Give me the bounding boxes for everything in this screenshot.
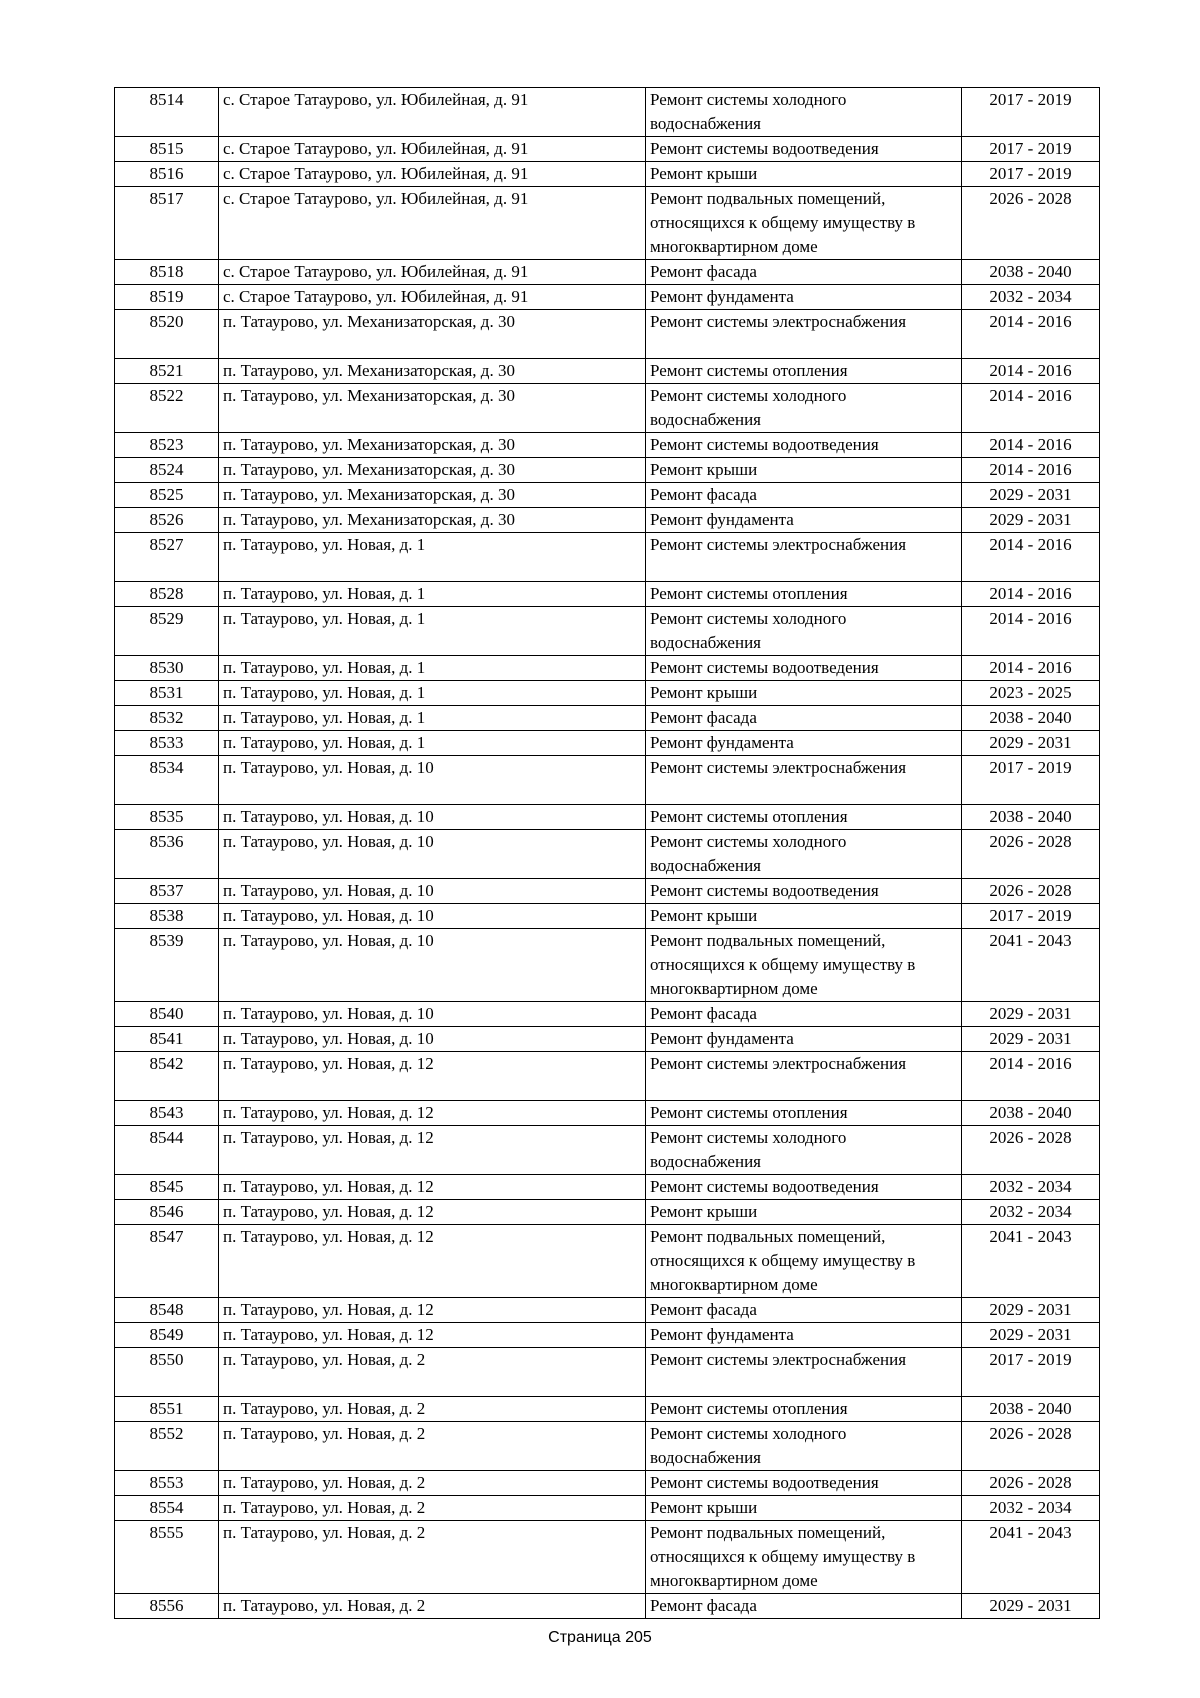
building-address: п. Татаурово, ул. Новая, д. 12	[219, 1298, 646, 1323]
repair-work-type: Ремонт фасада	[646, 483, 962, 508]
row-number: 8547	[115, 1225, 219, 1298]
row-number: 8516	[115, 162, 219, 187]
table-row	[115, 458, 1100, 483]
repair-work-type: Ремонт системы отопления	[646, 1101, 962, 1126]
repair-period: 2014 - 2016	[962, 458, 1100, 483]
repair-work-type: Ремонт системы холодного водоснабжения	[646, 384, 962, 433]
row-number: 8541	[115, 1027, 219, 1052]
building-address: п. Татаурово, ул. Новая, д. 1	[219, 607, 646, 656]
repair-period: 2023 - 2025	[962, 681, 1100, 706]
building-address: п. Татаурово, ул. Новая, д. 2	[219, 1348, 646, 1397]
table-row	[115, 1397, 1100, 1422]
table-row	[115, 1200, 1100, 1225]
repair-work-type: Ремонт системы электроснабжения	[646, 1348, 962, 1397]
repair-work-type: Ремонт фасада	[646, 1298, 962, 1323]
repair-period: 2026 - 2028	[962, 879, 1100, 904]
building-address: п. Татаурово, ул. Новая, д. 12	[219, 1200, 646, 1225]
repair-period: 2026 - 2028	[962, 830, 1100, 879]
repair-work-type: Ремонт системы холодного водоснабжения	[646, 607, 962, 656]
repair-period: 2029 - 2031	[962, 1298, 1100, 1323]
table-row	[115, 187, 1100, 260]
table-row	[115, 1052, 1100, 1101]
building-address: с. Старое Татаурово, ул. Юбилейная, д. 91	[219, 187, 646, 260]
repair-period: 2017 - 2019	[962, 904, 1100, 929]
row-number: 8549	[115, 1323, 219, 1348]
repair-work-type: Ремонт системы водоотведения	[646, 656, 962, 681]
table-row	[115, 1496, 1100, 1521]
row-number: 8532	[115, 706, 219, 731]
table-row	[115, 656, 1100, 681]
row-number: 8530	[115, 656, 219, 681]
repair-period: 2014 - 2016	[962, 359, 1100, 384]
building-address: п. Татаурово, ул. Новая, д. 1	[219, 656, 646, 681]
building-address: п. Татаурово, ул. Новая, д. 12	[219, 1175, 646, 1200]
table-row	[115, 1521, 1100, 1594]
repair-schedule-body	[115, 88, 1100, 1619]
repair-period: 2032 - 2034	[962, 1200, 1100, 1225]
building-address: с. Старое Татаурово, ул. Юбилейная, д. 91	[219, 285, 646, 310]
table-row	[115, 904, 1100, 929]
building-address: п. Татаурово, ул. Новая, д. 2	[219, 1397, 646, 1422]
table-row	[115, 1422, 1100, 1471]
building-address: п. Татаурово, ул. Механизаторская, д. 30	[219, 433, 646, 458]
row-number: 8546	[115, 1200, 219, 1225]
building-address: п. Татаурово, ул. Новая, д. 2	[219, 1496, 646, 1521]
row-number: 8535	[115, 805, 219, 830]
table-row	[115, 285, 1100, 310]
repair-work-type: Ремонт фундамента	[646, 731, 962, 756]
repair-work-type: Ремонт крыши	[646, 1200, 962, 1225]
building-address: п. Татаурово, ул. Новая, д. 10	[219, 830, 646, 879]
repair-period: 2014 - 2016	[962, 582, 1100, 607]
row-number: 8533	[115, 731, 219, 756]
building-address: п. Татаурово, ул. Механизаторская, д. 30	[219, 483, 646, 508]
repair-period: 2017 - 2019	[962, 162, 1100, 187]
repair-period: 2014 - 2016	[962, 433, 1100, 458]
building-address: п. Татаурово, ул. Механизаторская, д. 30	[219, 310, 646, 359]
repair-period: 2017 - 2019	[962, 1348, 1100, 1397]
building-address: п. Татаурово, ул. Новая, д. 12	[219, 1101, 646, 1126]
row-number: 8523	[115, 433, 219, 458]
page-number: Страница 205	[548, 1629, 652, 1646]
building-address: с. Старое Татаурово, ул. Юбилейная, д. 91	[219, 162, 646, 187]
row-number: 8550	[115, 1348, 219, 1397]
repair-work-type: Ремонт системы холодного водоснабжения	[646, 1126, 962, 1175]
building-address: п. Татаурово, ул. Новая, д. 10	[219, 929, 646, 1002]
row-number: 8526	[115, 508, 219, 533]
repair-work-type: Ремонт системы отопления	[646, 1397, 962, 1422]
row-number: 8528	[115, 582, 219, 607]
table-row	[115, 830, 1100, 879]
table-row	[115, 508, 1100, 533]
table-row	[115, 1175, 1100, 1200]
repair-work-type: Ремонт фасада	[646, 1594, 962, 1619]
building-address: п. Татаурово, ул. Новая, д. 1	[219, 582, 646, 607]
repair-period: 2017 - 2019	[962, 756, 1100, 805]
repair-work-type: Ремонт системы водоотведения	[646, 1175, 962, 1200]
repair-period: 2038 - 2040	[962, 260, 1100, 285]
row-number: 8543	[115, 1101, 219, 1126]
table-row	[115, 756, 1100, 805]
repair-period: 2032 - 2034	[962, 285, 1100, 310]
table-row	[115, 1225, 1100, 1298]
repair-work-type: Ремонт системы электроснабжения	[646, 310, 962, 359]
repair-period: 2026 - 2028	[962, 1471, 1100, 1496]
row-number: 8555	[115, 1521, 219, 1594]
building-address: п. Татаурово, ул. Новая, д. 10	[219, 904, 646, 929]
repair-work-type: Ремонт системы отопления	[646, 805, 962, 830]
table-row	[115, 706, 1100, 731]
row-number: 8514	[115, 88, 219, 137]
row-number: 8537	[115, 879, 219, 904]
building-address: п. Татаурово, ул. Новая, д. 12	[219, 1052, 646, 1101]
row-number: 8531	[115, 681, 219, 706]
row-number: 8556	[115, 1594, 219, 1619]
repair-work-type: Ремонт подвальных помещений, относящихся к общему имуществу в многоквартирном доме	[646, 1521, 962, 1594]
building-address: с. Старое Татаурово, ул. Юбилейная, д. 91	[219, 260, 646, 285]
repair-period: 2041 - 2043	[962, 1225, 1100, 1298]
building-address: п. Татаурово, ул. Новая, д. 10	[219, 1027, 646, 1052]
building-address: п. Татаурово, ул. Новая, д. 12	[219, 1323, 646, 1348]
table-row	[115, 533, 1100, 582]
row-number: 8545	[115, 1175, 219, 1200]
row-number: 8552	[115, 1422, 219, 1471]
repair-work-type: Ремонт системы электроснабжения	[646, 1052, 962, 1101]
table-row	[115, 1594, 1100, 1619]
building-address: п. Татаурово, ул. Новая, д. 1	[219, 533, 646, 582]
repair-schedule-table	[114, 87, 1100, 1619]
repair-work-type: Ремонт фундамента	[646, 1027, 962, 1052]
repair-work-type: Ремонт крыши	[646, 681, 962, 706]
repair-work-type: Ремонт крыши	[646, 458, 962, 483]
repair-period: 2029 - 2031	[962, 508, 1100, 533]
repair-period: 2038 - 2040	[962, 1397, 1100, 1422]
repair-work-type: Ремонт системы водоотведения	[646, 1471, 962, 1496]
building-address: п. Татаурово, ул. Новая, д. 2	[219, 1471, 646, 1496]
repair-period: 2014 - 2016	[962, 607, 1100, 656]
row-number: 8522	[115, 384, 219, 433]
row-number: 8515	[115, 137, 219, 162]
table-row	[115, 88, 1100, 137]
repair-work-type: Ремонт фасада	[646, 706, 962, 731]
repair-period: 2017 - 2019	[962, 137, 1100, 162]
repair-period: 2014 - 2016	[962, 384, 1100, 433]
table-row	[115, 384, 1100, 433]
repair-period: 2029 - 2031	[962, 1027, 1100, 1052]
repair-period: 2017 - 2019	[962, 88, 1100, 137]
repair-work-type: Ремонт фундамента	[646, 1323, 962, 1348]
table-row	[115, 359, 1100, 384]
building-address: п. Татаурово, ул. Механизаторская, д. 30	[219, 359, 646, 384]
table-row	[115, 607, 1100, 656]
repair-work-type: Ремонт системы холодного водоснабжения	[646, 88, 962, 137]
table-row	[115, 1002, 1100, 1027]
repair-work-type: Ремонт фундамента	[646, 508, 962, 533]
table-row	[115, 162, 1100, 187]
row-number: 8536	[115, 830, 219, 879]
row-number: 8539	[115, 929, 219, 1002]
building-address: п. Татаурово, ул. Новая, д. 1	[219, 731, 646, 756]
repair-period: 2014 - 2016	[962, 533, 1100, 582]
repair-period: 2038 - 2040	[962, 805, 1100, 830]
row-number: 8540	[115, 1002, 219, 1027]
repair-work-type: Ремонт системы отопления	[646, 582, 962, 607]
repair-period: 2032 - 2034	[962, 1496, 1100, 1521]
repair-period: 2029 - 2031	[962, 483, 1100, 508]
repair-period: 2029 - 2031	[962, 731, 1100, 756]
repair-work-type: Ремонт системы холодного водоснабжения	[646, 1422, 962, 1471]
repair-period: 2032 - 2034	[962, 1175, 1100, 1200]
repair-period: 2029 - 2031	[962, 1323, 1100, 1348]
table-row	[115, 1027, 1100, 1052]
building-address: п. Татаурово, ул. Новая, д. 12	[219, 1126, 646, 1175]
row-number: 8524	[115, 458, 219, 483]
repair-period: 2026 - 2028	[962, 187, 1100, 260]
building-address: п. Татаурово, ул. Механизаторская, д. 30	[219, 508, 646, 533]
table-row	[115, 1348, 1100, 1397]
table-row	[115, 1101, 1100, 1126]
repair-work-type: Ремонт системы электроснабжения	[646, 756, 962, 805]
repair-work-type: Ремонт системы водоотведения	[646, 879, 962, 904]
repair-period: 2026 - 2028	[962, 1422, 1100, 1471]
repair-work-type: Ремонт фасада	[646, 260, 962, 285]
repair-period: 2014 - 2016	[962, 310, 1100, 359]
repair-period: 2029 - 2031	[962, 1002, 1100, 1027]
repair-work-type: Ремонт системы отопления	[646, 359, 962, 384]
row-number: 8548	[115, 1298, 219, 1323]
building-address: п. Татаурово, ул. Новая, д. 1	[219, 681, 646, 706]
table-row	[115, 879, 1100, 904]
table-row	[115, 731, 1100, 756]
repair-period: 2041 - 2043	[962, 929, 1100, 1002]
table-row	[115, 483, 1100, 508]
building-address: п. Татаурово, ул. Новая, д. 10	[219, 879, 646, 904]
table-row	[115, 1126, 1100, 1175]
row-number: 8544	[115, 1126, 219, 1175]
row-number: 8538	[115, 904, 219, 929]
building-address: п. Татаурово, ул. Новая, д. 1	[219, 706, 646, 731]
repair-period: 2038 - 2040	[962, 706, 1100, 731]
table-row	[115, 582, 1100, 607]
repair-work-type: Ремонт крыши	[646, 904, 962, 929]
row-number: 8519	[115, 285, 219, 310]
table-row	[115, 929, 1100, 1002]
row-number: 8520	[115, 310, 219, 359]
building-address: п. Татаурово, ул. Новая, д. 10	[219, 1002, 646, 1027]
table-row	[115, 1298, 1100, 1323]
row-number: 8554	[115, 1496, 219, 1521]
repair-work-type: Ремонт системы водоотведения	[646, 137, 962, 162]
table-row	[115, 1323, 1100, 1348]
repair-period: 2041 - 2043	[962, 1521, 1100, 1594]
repair-work-type: Ремонт системы водоотведения	[646, 433, 962, 458]
table-row	[115, 1471, 1100, 1496]
repair-period: 2029 - 2031	[962, 1594, 1100, 1619]
repair-work-type: Ремонт подвальных помещений, относящихся к общему имуществу в многоквартирном доме	[646, 187, 962, 260]
row-number: 8525	[115, 483, 219, 508]
repair-work-type: Ремонт подвальных помещений, относящихся к общему имуществу в многоквартирном доме	[646, 1225, 962, 1298]
table-row	[115, 310, 1100, 359]
repair-work-type: Ремонт фундамента	[646, 285, 962, 310]
row-number: 8517	[115, 187, 219, 260]
row-number: 8534	[115, 756, 219, 805]
repair-work-type: Ремонт фасада	[646, 1002, 962, 1027]
repair-work-type: Ремонт системы электроснабжения	[646, 533, 962, 582]
repair-period: 2038 - 2040	[962, 1101, 1100, 1126]
building-address: п. Татаурово, ул. Новая, д. 12	[219, 1225, 646, 1298]
building-address: с. Старое Татаурово, ул. Юбилейная, д. 91	[219, 137, 646, 162]
repair-work-type: Ремонт крыши	[646, 162, 962, 187]
row-number: 8527	[115, 533, 219, 582]
repair-period: 2014 - 2016	[962, 1052, 1100, 1101]
repair-work-type: Ремонт крыши	[646, 1496, 962, 1521]
building-address: п. Татаурово, ул. Новая, д. 10	[219, 756, 646, 805]
row-number: 8542	[115, 1052, 219, 1101]
table-row	[115, 805, 1100, 830]
table-row	[115, 681, 1100, 706]
row-number: 8553	[115, 1471, 219, 1496]
repair-work-type: Ремонт системы холодного водоснабжения	[646, 830, 962, 879]
building-address: п. Татаурово, ул. Новая, д. 10	[219, 805, 646, 830]
repair-period: 2026 - 2028	[962, 1126, 1100, 1175]
table-row	[115, 433, 1100, 458]
row-number: 8551	[115, 1397, 219, 1422]
building-address: п. Татаурово, ул. Новая, д. 2	[219, 1521, 646, 1594]
row-number: 8521	[115, 359, 219, 384]
building-address: п. Татаурово, ул. Новая, д. 2	[219, 1422, 646, 1471]
row-number: 8518	[115, 260, 219, 285]
table-row	[115, 137, 1100, 162]
repair-period: 2014 - 2016	[962, 656, 1100, 681]
repair-work-type: Ремонт подвальных помещений, относящихся к общему имуществу в многоквартирном доме	[646, 929, 962, 1002]
table-row	[115, 260, 1100, 285]
building-address: п. Татаурово, ул. Механизаторская, д. 30	[219, 384, 646, 433]
row-number: 8529	[115, 607, 219, 656]
building-address: с. Старое Татаурово, ул. Юбилейная, д. 91	[219, 88, 646, 137]
building-address: п. Татаурово, ул. Новая, д. 2	[219, 1594, 646, 1619]
building-address: п. Татаурово, ул. Механизаторская, д. 30	[219, 458, 646, 483]
